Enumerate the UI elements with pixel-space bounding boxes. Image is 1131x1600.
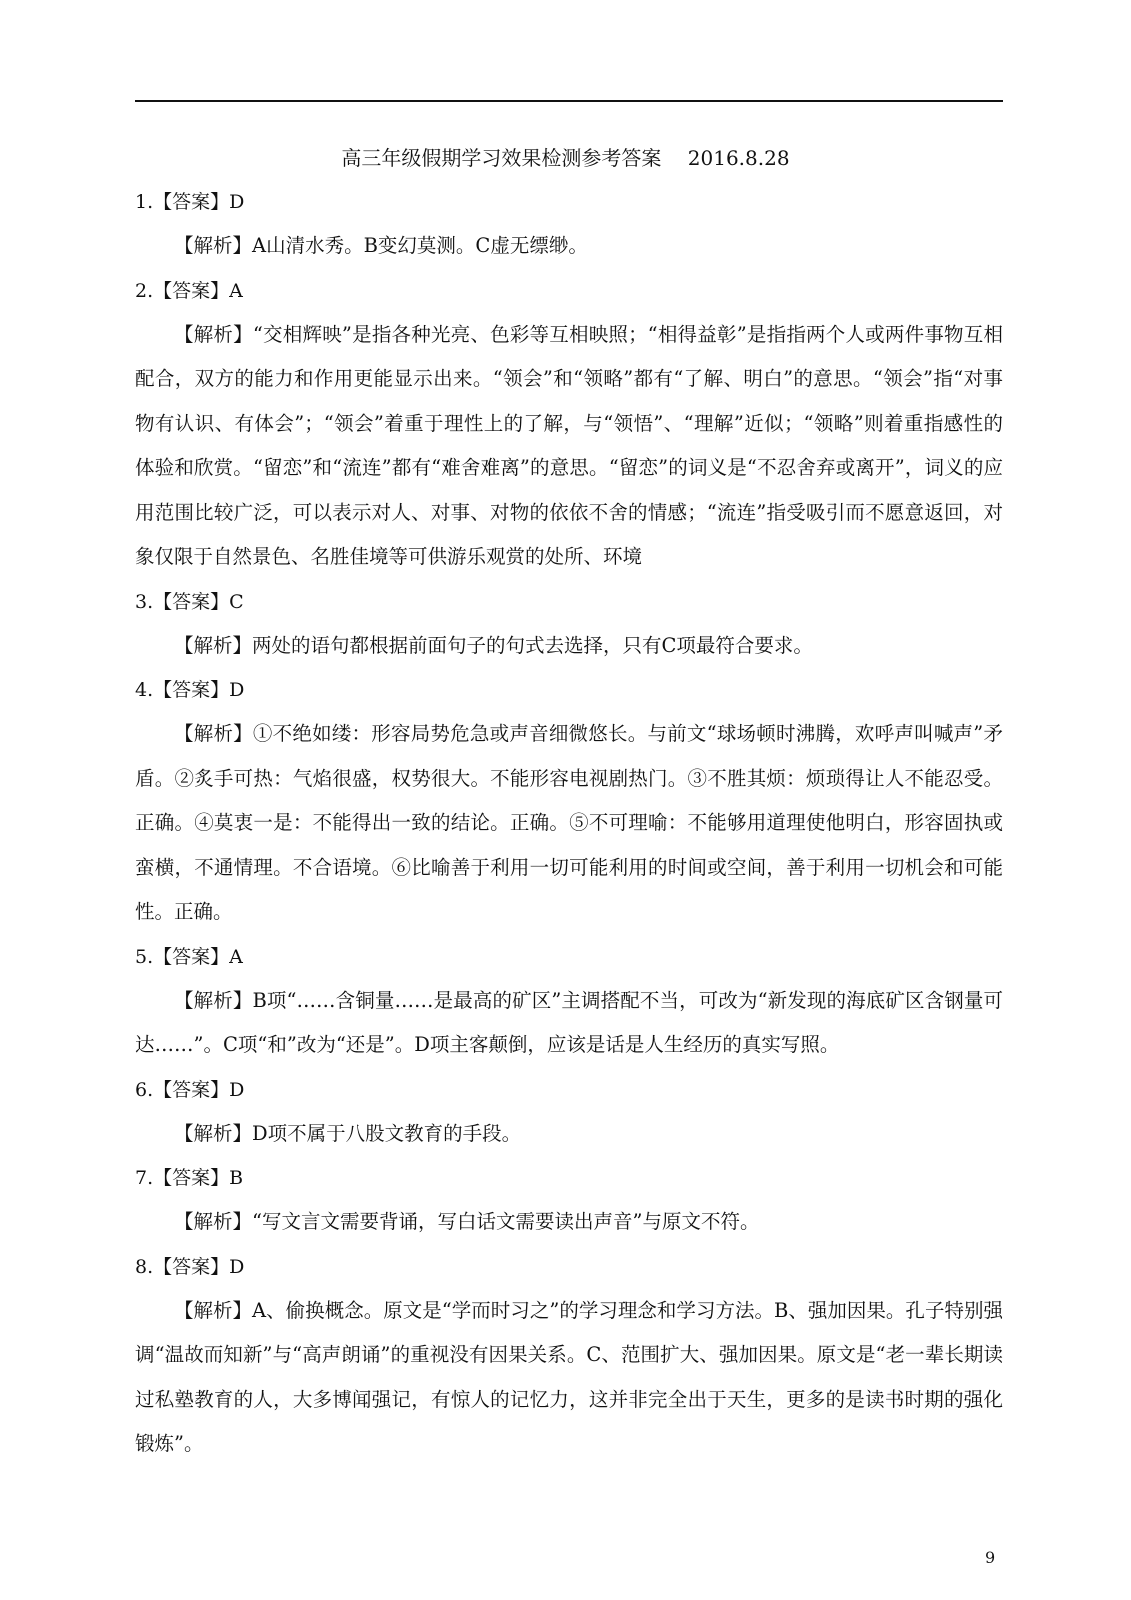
answer-line: 1.【答案】D [135, 191, 245, 213]
answer-item-6 [135, 1076, 1003, 1157]
analysis-text: 【解析】“交相辉映”是指各种光亮、色彩等互相映照；“相得益彰”是指指两个人或两件事物互相配合，双方的能力和作用更能显示出来。“领会”和“领略”都有“了解、明白”的意思。“领会”指“对事物有认识、有体会”；“领会”着重于理性上的了解，与“领悟”、“理解”近似；“领略”则着重指感性的体验和欣赏。“留恋”和“流连”都有“难舍难离”的意思。“留恋”的词义是“不忍舍弃或离开”，词义的应用范围比较广泛，可以表示对人、对事、对物的依依不舍的情感；“流连”指受吸引而不愿意返回，对象仅限于自然景色、名胜佳境等可供游乐观赏的处所、环境 [135, 322, 1003, 568]
analysis-text: 【解析】两处的语句都根据前面句子的句式去选择，只有C项最符合要求。 [174, 633, 813, 657]
answer-item-7 [135, 1164, 1003, 1245]
page-number: 9 [985, 1548, 996, 1567]
answer-item-8 [135, 1253, 1003, 1467]
page-title: 高三年级假期学习效果检测参考答案 2016.8.28 [341, 146, 790, 170]
answer-item-1 [135, 188, 1003, 269]
answer-item-2 [135, 277, 1003, 580]
analysis-text: 【解析】A山清水秀。B变幻莫测。C虚无缥缈。 [174, 234, 588, 257]
answer-line: 3.【答案】C [135, 590, 244, 613]
answer-line: 2.【答案】A [135, 279, 243, 302]
answer-item-4 [135, 676, 1003, 935]
answer-line: 4.【答案】D [135, 679, 245, 701]
analysis-text: 【解析】D项不属于八股文教育的手段。 [174, 1121, 522, 1145]
answer-line: 7.【答案】B [135, 1167, 244, 1189]
analysis-text: 【解析】①不绝如缕：形容局势危急或声音细微悠长。与前文“球场顿时沸腾，欢呼声叫喊声”矛盾。②炙手可热：气焰很盛，权势很大。不能形容电视剧热门。③不胜其烦：烦琐得让人不能忍受。正确。④莫衷一是：不能得出一致的结论。正确。⑤不可理喻：不能够用道理使他明白，形容固执或蛮横，不通情理。不合语境。⑥比喻善于利用一切可能利用的时间或空间，善于利用一切机会和可能性。正确。 [135, 722, 1003, 923]
analysis-text: 【解析】“写文言文需要背诵，写白话文需要读出声音”与原文不符。 [174, 1210, 760, 1233]
answer-item-3 [135, 588, 1003, 669]
analysis-text: 【解析】B项“……含铜量……是最高的矿区”主调搭配不当，可改为“新发现的海底矿区含钢量可达……”。C项“和”改为“还是”。D项主客颠倒，应该是话是人生经历的真实写照。 [135, 988, 1003, 1056]
header-rule [135, 100, 1003, 102]
answer-list [135, 188, 1003, 1475]
answer-line: 5.【答案】A [135, 945, 243, 968]
analysis-text: 【解析】A、偷换概念。原文是“学而时习之”的学习理念和学习方法。B、强加因果。孔子特别强调“温故而知新”与“高声朗诵”的重视没有因果关系。C、范围扩大、强加因果。原文是“老一辈长期读过私塾教育的人，大多博闻强记，有惊人的记忆力，这并非完全出于天生，更多的是读书时期的强化锻炼”。 [135, 1298, 1003, 1455]
answer-item-5 [135, 943, 1003, 1068]
answer-line: 6.【答案】D [135, 1078, 245, 1101]
answer-line: 8.【答案】D [135, 1255, 245, 1278]
